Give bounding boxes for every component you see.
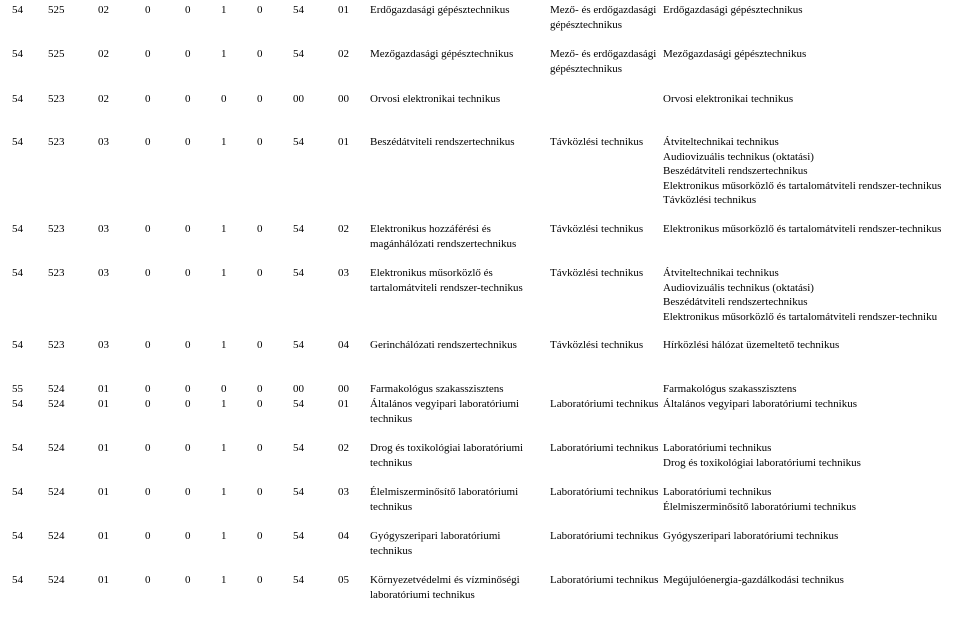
- code-cell: 0: [185, 339, 191, 351]
- cell-line: Élelmiszerminősítő laboratóriumi: [370, 486, 519, 498]
- code-cell: 0: [145, 48, 151, 60]
- code-cell: 54: [12, 442, 23, 454]
- code-cell: 0: [185, 383, 191, 395]
- code-cell: 02: [338, 442, 349, 454]
- cell-line: magánhálózati rendszertechnikus: [370, 237, 517, 250]
- code-cell: 1: [221, 4, 227, 16]
- cell-line: Környezetvédelmi és vízminőségi: [370, 574, 520, 586]
- code-cell: 54: [12, 223, 23, 235]
- related-qualifications-cell: [663, 266, 958, 324]
- cell-line: Elektronikus műsorközlő és tartalomátviteli rendszer-techniku: [663, 310, 938, 323]
- cell-line: technikus: [370, 456, 413, 469]
- code-cell: 0: [257, 442, 263, 454]
- code-cell: 1: [221, 442, 227, 454]
- code-cell: 0: [145, 223, 151, 235]
- code-cell: 0: [185, 530, 191, 542]
- cell-line: Elektronikus műsorközlő és tartalomátviteli rendszer-technikus: [663, 223, 942, 235]
- code-cell: 0: [145, 530, 151, 542]
- code-cell: 0: [185, 136, 191, 148]
- code-cell: 54: [293, 339, 304, 351]
- related-qualifications-cell: [663, 92, 958, 107]
- code-cell: 00: [293, 93, 304, 105]
- code-cell: 01: [98, 574, 109, 586]
- code-cell: 523: [48, 223, 65, 235]
- cell-line: Távközlési technikus: [550, 339, 644, 351]
- related-qualifications-cell: [663, 47, 958, 62]
- cell-line: Mezőgazdasági gépésztechnikus: [370, 48, 514, 60]
- qualification-name-cell: [370, 266, 545, 295]
- code-cell: 0: [257, 383, 263, 395]
- group-name-cell: [550, 441, 660, 456]
- code-cell: 02: [338, 223, 349, 235]
- cell-line: Mezőgazdasági gépésztechnikus: [663, 48, 807, 60]
- cell-line: Távközlési technikus: [550, 267, 644, 279]
- code-cell: 54: [293, 136, 304, 148]
- qualification-name-cell: [370, 382, 545, 397]
- code-cell: 0: [145, 574, 151, 586]
- code-cell: 525: [48, 48, 65, 60]
- code-cell: 525: [48, 4, 65, 16]
- code-cell: 54: [12, 267, 23, 279]
- cell-line: Hírközlési hálózat üzemeltető technikus: [663, 339, 840, 351]
- qualification-name-cell: [370, 47, 545, 62]
- qualification-name-cell: [370, 3, 545, 18]
- code-cell: 524: [48, 398, 65, 410]
- cell-line: Beszédátviteli rendszertechnikus: [663, 165, 808, 177]
- code-cell: 0: [185, 223, 191, 235]
- code-cell: 03: [98, 339, 109, 351]
- cell-line: Élelmiszerminősítő laboratóriumi technikus: [663, 500, 857, 513]
- code-cell: 0: [257, 48, 263, 60]
- cell-line: Általános vegyipari laboratóriumi technikus: [663, 398, 857, 410]
- code-cell: 54: [12, 574, 23, 586]
- group-name-cell: [550, 47, 660, 76]
- qualification-name-cell: [370, 529, 545, 558]
- code-cell: 03: [98, 136, 109, 148]
- code-cell: 524: [48, 383, 65, 395]
- code-cell: 523: [48, 267, 65, 279]
- code-cell: 1: [221, 136, 227, 148]
- cell-line: Távközlési technikus: [663, 194, 757, 206]
- code-cell: 524: [48, 442, 65, 454]
- code-cell: 0: [185, 398, 191, 410]
- code-cell: 0: [145, 136, 151, 148]
- group-name-cell: [550, 222, 660, 237]
- cell-line: gépésztechnikus: [550, 18, 623, 31]
- cell-line: Drog és toxikológiai laboratóriumi: [370, 442, 524, 454]
- cell-line: Elektronikus műsorközlő és: [370, 267, 493, 279]
- code-cell: 0: [185, 48, 191, 60]
- code-cell: 0: [257, 398, 263, 410]
- related-qualifications-cell: [663, 397, 958, 412]
- code-cell: 01: [338, 398, 349, 410]
- code-cell: 524: [48, 574, 65, 586]
- cell-line: Általános vegyipari laboratóriumi: [370, 398, 520, 410]
- cell-line: Elektronikus műsorközlő és tartalomátviteli rendszer-technikus: [663, 179, 942, 192]
- code-cell: 0: [185, 574, 191, 586]
- code-cell: 0: [185, 267, 191, 279]
- code-cell: 0: [257, 267, 263, 279]
- code-cell: 01: [98, 398, 109, 410]
- cell-line: Orvosi elektronikai technikus: [370, 93, 501, 105]
- code-cell: 00: [338, 383, 349, 395]
- related-qualifications-cell: [663, 382, 958, 397]
- code-cell: 02: [338, 48, 349, 60]
- code-cell: 54: [293, 4, 304, 16]
- group-name-cell: [550, 397, 660, 412]
- related-qualifications-cell: [663, 3, 958, 18]
- cell-line: Távközlési technikus: [550, 223, 644, 235]
- code-cell: 0: [145, 267, 151, 279]
- code-cell: 1: [221, 530, 227, 542]
- code-cell: 1: [221, 574, 227, 586]
- cell-line: technikus: [370, 544, 413, 557]
- code-cell: 0: [221, 93, 227, 105]
- code-cell: 05: [338, 574, 349, 586]
- related-qualifications-cell: [663, 485, 958, 514]
- cell-line: Gyógyszeripari laboratóriumi: [370, 530, 501, 542]
- code-cell: 0: [145, 486, 151, 498]
- related-qualifications-cell: [663, 441, 958, 470]
- code-cell: 0: [185, 442, 191, 454]
- code-cell: 01: [338, 4, 349, 16]
- cell-line: Farmakológus szakasszisztens: [370, 383, 504, 395]
- cell-line: Beszédátviteli rendszertechnikus: [370, 136, 515, 148]
- code-cell: 0: [145, 4, 151, 16]
- cell-line: Megújulóenergia-gazdálkodási technikus: [663, 574, 844, 586]
- code-cell: 1: [221, 267, 227, 279]
- code-cell: 54: [293, 486, 304, 498]
- code-cell: 03: [338, 267, 349, 279]
- cell-line: Drog és toxikológiai laboratóriumi technikus: [663, 456, 861, 469]
- cell-line: Átviteltechnikai technikus: [663, 136, 779, 148]
- code-cell: 54: [293, 574, 304, 586]
- cell-line: Mező- és erdőgazdasági: [550, 4, 657, 16]
- code-cell: 1: [221, 223, 227, 235]
- code-cell: 523: [48, 93, 65, 105]
- code-cell: 0: [145, 398, 151, 410]
- code-cell: 03: [98, 223, 109, 235]
- related-qualifications-cell: [663, 529, 958, 544]
- qualification-name-cell: [370, 441, 545, 470]
- cell-line: Audiovizuális technikus (oktatási): [663, 281, 814, 294]
- code-cell: 0: [257, 136, 263, 148]
- cell-line: Mező- és erdőgazdasági: [550, 48, 657, 60]
- code-cell: 0: [257, 574, 263, 586]
- group-name-cell: [550, 3, 660, 32]
- cell-line: Laboratóriumi technikus: [550, 442, 659, 454]
- cell-line: technikus: [370, 500, 413, 513]
- code-cell: 0: [185, 93, 191, 105]
- related-qualifications-cell: [663, 222, 958, 237]
- qualification-name-cell: [370, 397, 545, 426]
- qualification-name-cell: [370, 222, 545, 251]
- cell-line: Erdőgazdasági gépésztechnikus: [663, 4, 803, 16]
- code-cell: 523: [48, 339, 65, 351]
- qualification-name-cell: [370, 338, 545, 353]
- code-cell: 0: [257, 4, 263, 16]
- code-cell: 04: [338, 339, 349, 351]
- code-cell: 0: [145, 93, 151, 105]
- code-cell: 03: [338, 486, 349, 498]
- code-cell: 01: [98, 442, 109, 454]
- code-cell: 1: [221, 339, 227, 351]
- code-cell: 54: [293, 48, 304, 60]
- code-cell: 0: [145, 442, 151, 454]
- code-cell: 54: [12, 136, 23, 148]
- code-cell: 524: [48, 486, 65, 498]
- code-cell: 54: [12, 398, 23, 410]
- cell-line: Erdőgazdasági gépésztechnikus: [370, 4, 510, 16]
- cell-line: Laboratóriumi technikus: [663, 442, 772, 454]
- code-cell: 54: [12, 48, 23, 60]
- code-cell: 55: [12, 383, 23, 395]
- code-cell: 02: [98, 93, 109, 105]
- cell-line: Átviteltechnikai technikus: [663, 267, 779, 279]
- cell-line: Laboratóriumi technikus: [550, 574, 659, 586]
- code-cell: 00: [293, 383, 304, 395]
- code-cell: 02: [98, 4, 109, 16]
- cell-line: Távközlési technikus: [550, 136, 644, 148]
- related-qualifications-cell: [663, 135, 958, 208]
- group-name-cell: [550, 266, 660, 281]
- cell-line: Laboratóriumi technikus: [550, 530, 659, 542]
- code-cell: 01: [338, 136, 349, 148]
- code-cell: 0: [257, 339, 263, 351]
- code-cell: 01: [98, 530, 109, 542]
- cell-line: tartalomátviteli rendszer-technikus: [370, 281, 523, 294]
- code-cell: 00: [338, 93, 349, 105]
- qualification-name-cell: [370, 573, 545, 602]
- code-cell: 1: [221, 398, 227, 410]
- cell-line: Gyógyszeripari laboratóriumi technikus: [663, 530, 839, 542]
- code-cell: 0: [185, 4, 191, 16]
- cell-line: technikus: [370, 412, 413, 425]
- code-cell: 0: [145, 339, 151, 351]
- qualification-name-cell: [370, 485, 545, 514]
- group-name-cell: [550, 135, 660, 150]
- code-cell: 54: [12, 93, 23, 105]
- cell-line: Audiovizuális technikus (oktatási): [663, 150, 814, 163]
- code-cell: 0: [257, 486, 263, 498]
- code-cell: 523: [48, 136, 65, 148]
- code-cell: 01: [98, 383, 109, 395]
- cell-line: Laboratóriumi technikus: [663, 486, 772, 498]
- code-cell: 54: [12, 486, 23, 498]
- code-cell: 54: [12, 530, 23, 542]
- code-cell: 1: [221, 486, 227, 498]
- cell-line: Laboratóriumi technikus: [550, 398, 659, 410]
- code-cell: 0: [145, 383, 151, 395]
- code-cell: 0: [257, 530, 263, 542]
- cell-line: Orvosi elektronikai technikus: [663, 93, 794, 105]
- qualification-name-cell: [370, 135, 545, 150]
- code-cell: 02: [98, 48, 109, 60]
- code-cell: 524: [48, 530, 65, 542]
- code-cell: 1: [221, 48, 227, 60]
- cell-line: gépésztechnikus: [550, 62, 623, 75]
- code-cell: 03: [98, 267, 109, 279]
- code-cell: 54: [293, 398, 304, 410]
- code-cell: 01: [98, 486, 109, 498]
- cell-line: Gerinchálózati rendszertechnikus: [370, 339, 517, 351]
- code-cell: 04: [338, 530, 349, 542]
- cell-line: Beszédátviteli rendszertechnikus: [663, 296, 808, 308]
- code-cell: 54: [12, 4, 23, 16]
- qualification-name-cell: [370, 92, 545, 107]
- code-cell: 54: [293, 223, 304, 235]
- code-cell: 54: [293, 267, 304, 279]
- group-name-cell: [550, 529, 660, 544]
- code-cell: 54: [12, 339, 23, 351]
- code-cell: 0: [257, 223, 263, 235]
- code-cell: 0: [257, 93, 263, 105]
- cell-line: Farmakológus szakasszisztens: [663, 383, 797, 395]
- group-name-cell: [550, 485, 660, 500]
- related-qualifications-cell: [663, 573, 958, 588]
- code-cell: 0: [185, 486, 191, 498]
- related-qualifications-cell: [663, 338, 958, 353]
- cell-line: Elektronikus hozzáférési és: [370, 223, 491, 235]
- cell-line: laboratóriumi technikus: [370, 588, 475, 601]
- group-name-cell: [550, 573, 660, 588]
- group-name-cell: [550, 338, 660, 353]
- cell-line: Laboratóriumi technikus: [550, 486, 659, 498]
- code-cell: 54: [293, 442, 304, 454]
- code-cell: 54: [293, 530, 304, 542]
- code-cell: 0: [221, 383, 227, 395]
